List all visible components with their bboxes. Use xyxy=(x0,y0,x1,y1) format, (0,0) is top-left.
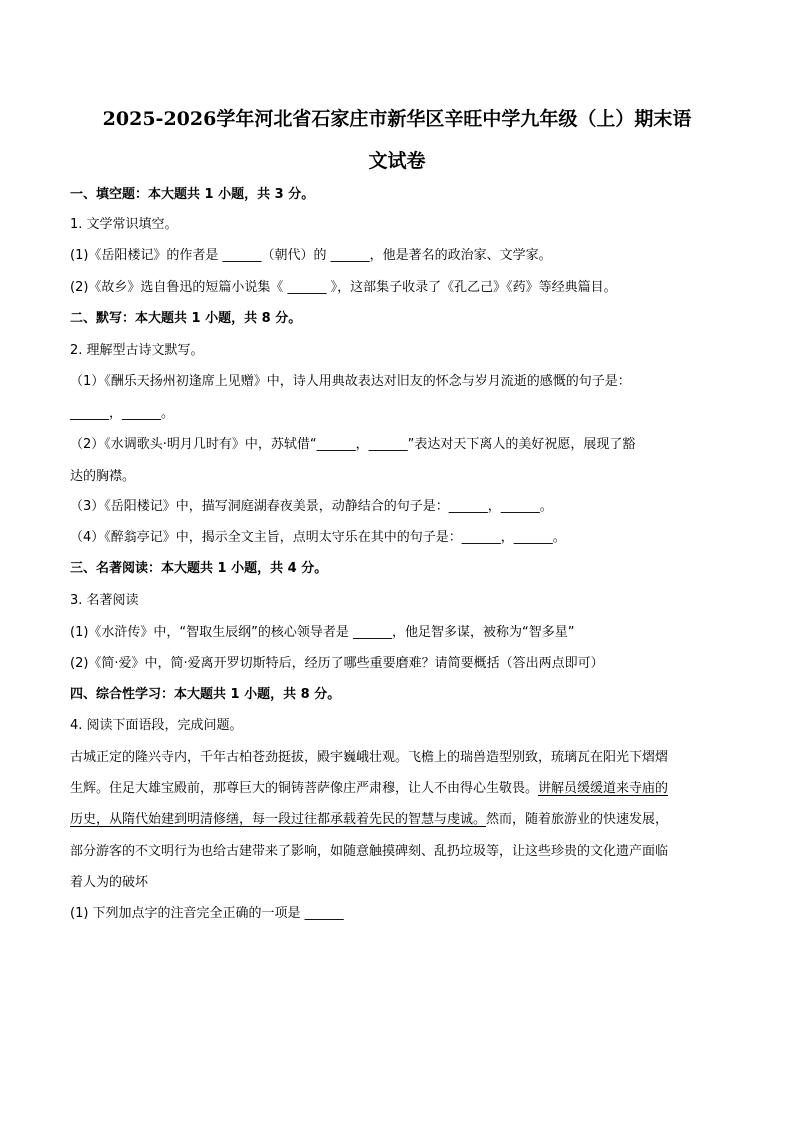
section-2-header: 二、默写：本大题共 1 小题，共 8 分。 xyxy=(70,311,302,326)
section-1-header: 一、填空题：本大题共 1 小题，共 3 分。 xyxy=(70,187,315,202)
question-2: 2. 理解型古诗文默写。 xyxy=(70,343,204,358)
question-3-part-1: (1)《水浒传》中，“智取生辰纲”的核心领导者是 ______，他足智多谋，被称为“智多星” xyxy=(70,625,575,640)
question-1-part-1: (1)《岳阳楼记》的作者是 ______（朝代）的 ______，他是著名的政治家、文学家。 xyxy=(70,248,552,263)
passage-underlined-2: 历史，从隋代始建到明清修缮，每一段过往都承载着先民的智慧与虔诚。 xyxy=(70,812,487,827)
question-4: 4. 阅读下面语段，完成问题。 xyxy=(70,718,243,733)
passage-line-1: 古城正定的隆兴寺内，千年古柏苍劲挺拔，殿宇巍峨壮观。飞檐上的瑞兽造型别致，琉璃瓦在阳光下熠熠 xyxy=(70,750,669,765)
question-2-part-2-cont: 达的胸襟。 xyxy=(70,469,136,484)
question-3-part-2: (2)《简·爱》中，简·爱离开罗切斯特后，经历了哪些重要磨难？请简要概括（答出两点即可） xyxy=(70,656,604,671)
exam-title-line2: 文试卷 xyxy=(368,150,426,172)
passage-underlined-1: 讲解员缓缓道来寺庙的 xyxy=(538,781,669,796)
question-2-part-3: （3）《岳阳楼记》中，描写洞庭湖春夜美景，动静结合的句子是：______，______。 xyxy=(70,499,553,514)
passage-line-2-text: 生辉。住足大雄宝殿前，那尊巨大的铜铸菩萨像庄严肃穆，让人不由得心生敬畏。 xyxy=(70,781,539,796)
question-1-part-2: (2)《故乡》选自鲁迅的短篇小说集《 ______ 》，这部集子收录了《孔乙己》《药》等经典篇目。 xyxy=(70,280,617,295)
passage-line-3 xyxy=(70,811,720,829)
section-4-header: 四、综合性学习：本大题共 1 小题，共 8 分。 xyxy=(70,687,341,702)
question-3: 3. 名著阅读 xyxy=(70,593,139,608)
question-1: 1. 文学常识填空。 xyxy=(70,217,178,232)
question-2-part-1-blanks: ______，______。 xyxy=(70,406,175,421)
passage-line-4: 部分游客的不文明行为也给古建带来了影响，如随意触摸碑刻、乱扔垃圾等，让这些珍贵的文化遗产面临 xyxy=(70,844,669,859)
passage-line-3-text: 然而，随着旅游业的快速发展， xyxy=(486,812,669,827)
question-4-part-1: (1) 下列加点字的注音完全正确的一项是 ______ xyxy=(70,906,344,921)
section-3-header: 三、名著阅读：本大题共 1 小题，共 4 分。 xyxy=(70,561,328,576)
passage-line-2 xyxy=(70,780,720,798)
exam-title-line1: 2025-2026学年河北省石家庄市新华区辛旺中学九年级（上）期末语 xyxy=(102,108,692,130)
question-2-part-4: （4）《醉翁亭记》中，揭示全文主旨，点明太守乐在其中的句子是：______，______。 xyxy=(70,530,566,545)
question-2-part-2: （2）《水调歌头·明月几时有》中，苏轼借“______，______”表达对天下离人的美好祝愿，展现了豁 xyxy=(70,437,636,452)
question-2-part-1: （1）《酬乐天扬州初逢席上见赠》中，诗人用典故表达对旧友的怀念与岁月流逝的感慨的句子是： xyxy=(70,374,631,389)
passage-line-5: 着人为的破坏 xyxy=(70,875,149,890)
